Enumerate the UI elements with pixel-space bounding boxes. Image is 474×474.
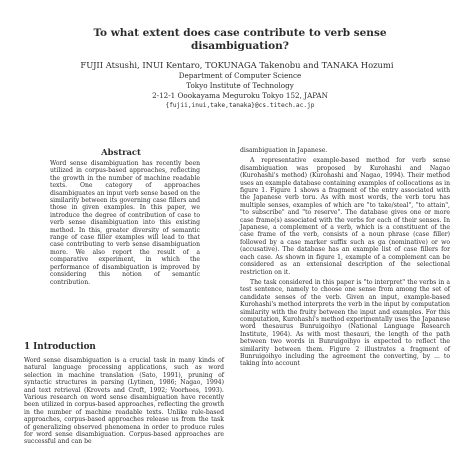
- introduction-heading: 1 Introduction: [24, 342, 96, 352]
- affiliation-address: 2-12-1 Oookayama Meguroku Tokyo 152, JAPAN: [152, 91, 328, 100]
- right-column-paragraph: The task considered in this paper is "to interpret" the verbs in a test sentence, namely to choose one sense from among the set of candidate senses of the verb. Given an input, example-based Kurohashi's method interprets the verb in the input by computation similarity with the fruity between the input and examples. For this computation, Kurohashi's method experimentally uses the Japanese word thesaurus Bunruigoihyo (National Language Research Institute, 1964). As with most thesauri, the length of the path between two words in Bunruigoihyo is expected to reflect the similarity between them. Figure 2 illustrates a fragment of Bunruigoihyo including the agreement the converting, by ... to taking into account: [240, 278, 450, 368]
- right-column-paragraph: A representative example-based method for verb sense disambiguation was proposed by Kurohashi and Nagao (Kurohashi's method) (Kurohashi and Nagao, 1994). Their method uses an example database containing examples of collocations as in figure 1. Figure 1 shows a fragment of the entry associated with the Japanese verb toru. As with most words, the verb toru has multiple senses, examples of which are "to take/steal", "to attain", "to subscribe" and "to reserve". The database gives one or more case frame(s) associated with the verbs for each of their senses. In Japanese, a complement of a verb, which is a constituent of the case frame of the verb, consists of a noun phrase (case filler) followed by a case marker suffix such as ga (nominative) or wo (accusative). The database has an example list of case fillers for each case. As shown in figure 1, example of a complement can be considered as an extensional description of the selectional restriction on it.: [240, 157, 450, 276]
- paper-authors: FUJII Atsushi, INUI Kentaro, TOKUNAGA Takenobu and TANAKA Hozumi: [80, 60, 394, 70]
- abstract-heading: Abstract: [101, 147, 141, 157]
- affiliation-email: {fujii,inui,take,tanaka}@cs.titech.ac.jp: [165, 102, 315, 109]
- affiliation-block: [62, 71, 418, 111]
- introduction-body: [24, 357, 224, 446]
- abstract-body: [50, 160, 200, 286]
- right-column: [240, 147, 450, 371]
- right-column-paragraph: disambiguation in Japanese.: [240, 147, 328, 154]
- paper-title: To what extent does case contribute to verb sense disambiguation?: [93, 27, 387, 52]
- affiliation-department: Department of Computer Science: [178, 71, 302, 80]
- abstract-paragraph: Word sense disambiguation has recently been utilized in corpus-based approaches, reflecting the growth in the number of machine readable texts. One category of approaches disambiguates an input verb sense based on the similarity between its governing case fillers and those in given examples. In this paper, we introduce the degree of contribution of case to verb sense disambiguation into this existing method. In this, greater diversity of semantic range of case filler examples will lead to that case contributing to verb sense disambiguation more. We also report the result of a comparative experiment, in which the performance of disambiguation is improved by considering this notion of semantic contribution.: [50, 160, 200, 286]
- introduction-paragraph: Word sense disambiguation is a crucial task in many kinds of natural language processing applications, such as word selection in machine translation (Sato, 1991), pruning of syntactic structures in parsing (Lytinen, 1986; Nagao, 1994) and text retrieval (Krovets and Croft, 1992; Voorhees, 1993). Various research on word sense disambiguation have recently been utilized in corpus-based approaches, reflecting the growth in the number of machine readable texts. Unlike rule-based approaches, corpus-based approaches release us from the task of generalizing observed phenomena in order to produce rules for word sense disambiguation. Corpus-based approaches are successful and can be: [24, 357, 224, 446]
- affiliation-institute: Tokyo Institute of Technology: [186, 81, 294, 90]
